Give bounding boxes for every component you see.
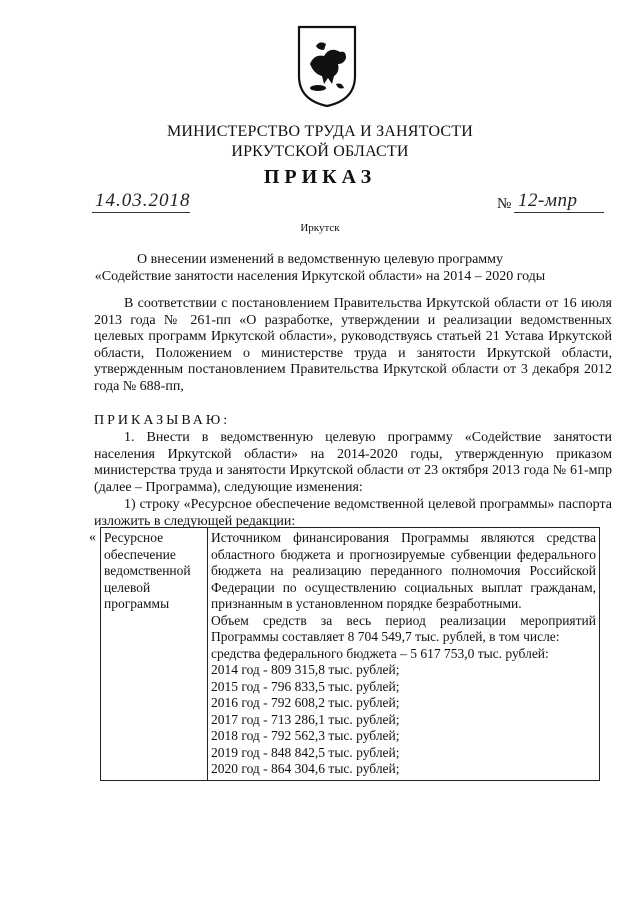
- item1-1-text: 1) строку «Ресурсное обеспечение ведомственной целевой программы» паспорта изложить в следующей редакции:: [94, 497, 612, 529]
- document-number: 12-мпр: [518, 190, 578, 211]
- year-line: 2017 год - 713 286,1 тыс. рублей;: [211, 711, 400, 727]
- item1-1-paragraph: [94, 497, 612, 530]
- preamble-text: В соответствии с постановлением Правительства Иркутской области от 16 июля 2013 года № 261-пп «О разработке, утверждении и реализации ведомственных целевых программ Иркутской области», руководствуясь статьей 21 Устава Иркутской области, Положением о министерстве труда и занятости Иркутской области, утвержденным постановлением Правительства Иркутской области от 3 декабря 2012 года № 688-пп,: [94, 296, 612, 394]
- total-volume-text: Объем средств за весь период реализации мероприятий Программы составляет 8 704 549,7 тыс. рублей, в том числе:: [211, 612, 596, 644]
- funding-source-text: Источником финансирования Программы являются средства областного бюджета и прогнозируемые субвенции федерального бюджета на реализацию переданного полномочия Российской Федерации по осуществлению социальных выплат гражданам, признанным в установленном порядке безработными.: [211, 530, 596, 611]
- year-line: 2016 год - 792 608,2 тыс. рублей;: [211, 695, 400, 710]
- document-type-title: ПРИКАЗ: [263, 166, 377, 188]
- number-label: №: [497, 196, 512, 212]
- resource-table: [100, 527, 600, 781]
- date-underline: [92, 212, 190, 213]
- coat-of-arms-icon: [296, 24, 358, 108]
- year-line: 2020 год - 864 304,6 тыс. рублей;: [211, 761, 400, 776]
- row-content-cell: [208, 528, 600, 781]
- item1-paragraph: [94, 430, 612, 496]
- table-row: [101, 528, 600, 781]
- year-line: 2015 год - 796 833,5 тыс. рублей;: [211, 678, 400, 694]
- subject-line1: О внесении изменений в ведомственную целевую программу: [137, 252, 503, 267]
- federal-total-text: средства федерального бюджета – 5 617 753,0 тыс. рублей:: [211, 645, 549, 661]
- number-underline: [514, 212, 604, 213]
- open-quote: «: [89, 530, 96, 545]
- order-word-block: [94, 413, 612, 430]
- ministry-name-line2: ИРКУТСКОЙ ОБЛАСТИ: [231, 143, 409, 160]
- row-title-cell: Ресурсное обеспечение ведомственной целевой программы: [101, 528, 208, 781]
- year-line: 2014 год - 809 315,8 тыс. рублей;: [211, 662, 400, 677]
- item1-text: 1. Внести в ведомственную целевую программу «Содействие занятости населения Иркутской области» на 2014-2020 годы, утвержденную приказом министерства труда и занятости Иркутской области от 23 октября 2013 года № 61-мпр (далее – Программа), следующие изменения:: [94, 430, 612, 495]
- year-line: 2018 год - 792 562,3 тыс. рублей;: [211, 728, 400, 743]
- preamble-paragraph: [94, 296, 612, 395]
- year-line: 2019 год - 848 842,5 тыс. рублей;: [211, 744, 400, 760]
- document-date: 14.03.2018: [95, 190, 191, 211]
- city-name: Иркутск: [300, 222, 340, 234]
- ministry-name-line1: МИНИСТЕРСТВО ТРУДА И ЗАНЯТОСТИ: [167, 123, 473, 140]
- order-word: ПРИКАЗЫВАЮ:: [94, 413, 231, 428]
- subject-line2: «Содействие занятости населения Иркутской области» на 2014 – 2020 годы: [94, 269, 546, 284]
